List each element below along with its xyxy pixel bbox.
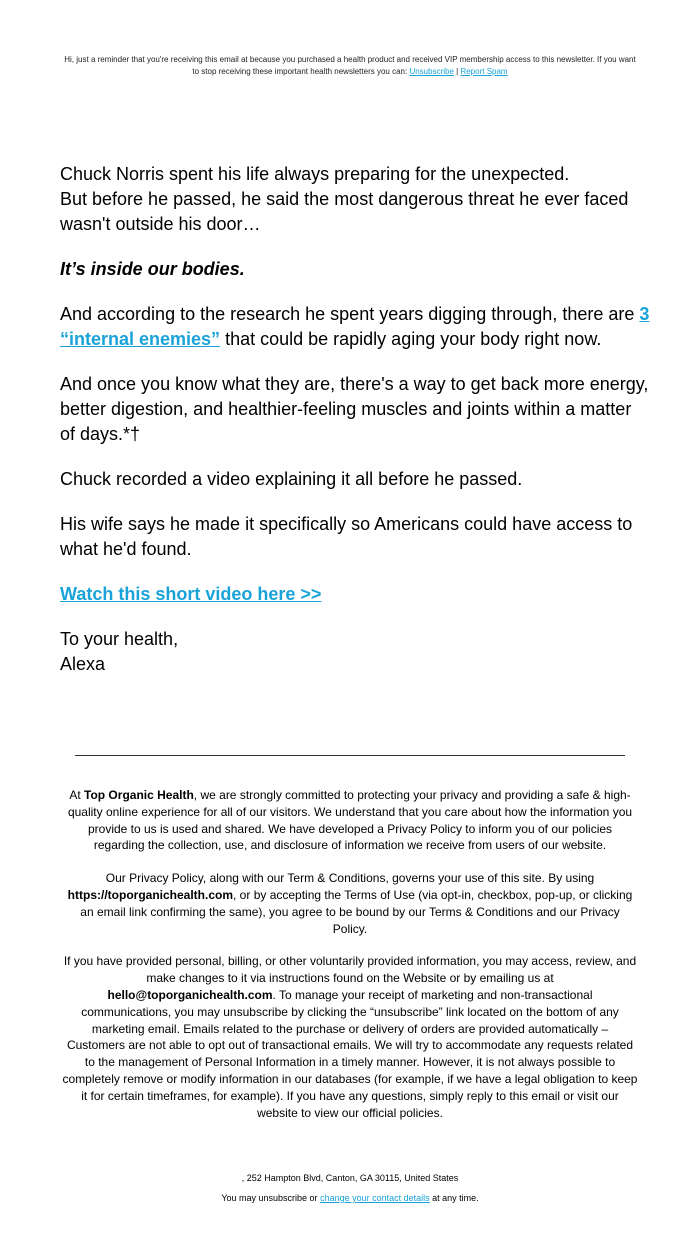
privacy-paragraph-2 (62, 870, 638, 937)
paragraph-research (60, 302, 650, 352)
mailing-address: , 252 Hampton Blvd, Canton, GA 30115, United States (241, 1173, 459, 1183)
privacy-3-post: . To manage your receipt of marketing and non-transactional communications, you may unsubscribe by clicking the “unsubscribe” link located on the bottom of any marketing email. Emails related to the purchase or delivery of orders are provided automatically – Customers are not able to opt out of transactional emails. We will try to accommodate any requests related to the management of Personal Information in a timely manner. However, it is not always possible to completely remove or modify information in our databases (for example, if we have a legal obligation to keep it for certain timeframes, for example). If you have any questions, simply reply to this email or visit our website to view our official policies. (62, 987, 638, 1120)
preheader-text: Hi, just a reminder that you're receiving this email at because you purchased a health product and received VIP membership access to this newsletter. If you want to stop receiving these important health newsletters you can: (64, 55, 636, 76)
privacy-paragraph-3 (62, 953, 638, 1121)
research-text-before: And according to the research he spent years digging through, there are (60, 304, 635, 324)
preheader (60, 54, 640, 78)
privacy-2-pre: Our Privacy Policy, along with our Term & Conditions, governs your use of this site. By using (105, 871, 595, 886)
watch-video-link[interactable]: Watch this short video here >> (60, 584, 322, 604)
privacy-paragraph-1 (62, 787, 638, 854)
privacy-1-post: , we are strongly committed to protecting your privacy and providing a safe & high-quality online experience for all of our visitors. We understand that you care about how the information you provide to us is used and shared. We have developed a Privacy Policy to inform you of our policies regarding the collection, use, and disclosure of information we receive from users of our website. (67, 788, 633, 853)
signature: Alexa (60, 654, 106, 674)
unsubscribe-link[interactable]: Unsubscribe (409, 67, 454, 76)
signoff: To your health, (60, 629, 179, 649)
footer-divider (75, 755, 625, 756)
paragraph-video: Chuck recorded a video explaining it all before he passed. (60, 469, 523, 489)
change-contact-details-link[interactable]: change your contact details (320, 1193, 430, 1203)
brand-name: Top Organic Health (84, 788, 194, 802)
contact-email: hello@toporganichealth.com (107, 987, 273, 1002)
preheader-separator: | (456, 67, 459, 76)
paragraph-cta (60, 582, 650, 607)
research-text-after: that could be rapidly aging your body right now. (225, 329, 602, 349)
privacy-1-pre: At (69, 788, 81, 802)
signoff-block (60, 627, 650, 677)
privacy-2-post: , or by accepting the Terms of Use (via opt-in, checkbox, pop-up, or clicking an email link confirming the same), you agree to be bound by our Terms & Conditions and our Privacy Policy. (80, 887, 633, 936)
paragraph-emphasis (60, 257, 650, 282)
intro-line-1: Chuck Norris spent his life always preparing for the unexpected. (60, 164, 570, 184)
intro-line-2: But before he passed, he said the most dangerous threat he ever faced wasn't outside his door… (60, 189, 629, 234)
paragraph-wife: His wife says he made it specifically so Americans could have access to what he'd found. (60, 514, 633, 559)
email-body (60, 162, 650, 697)
unsub-post: at any time. (432, 1193, 479, 1203)
paragraph-benefits: And once you know what they are, there's a way to get back more energy, better digestion, and healthier-feeling muscles and joints within a matter of days.*† (60, 374, 649, 444)
unsub-pre: You may unsubscribe or (221, 1193, 318, 1203)
report-spam-link[interactable]: Report Spam (460, 67, 508, 76)
site-url: https://toporganichealth.com (67, 887, 234, 902)
unsubscribe-line (0, 1192, 700, 1204)
internal-enemies-link[interactable]: 3 “internal enemies” (60, 304, 650, 349)
emphasis-text: It’s inside our bodies. (60, 259, 245, 279)
paragraph-intro (60, 162, 650, 237)
legal-footer (62, 787, 638, 1137)
privacy-3-pre: If you have provided personal, billing, or other voluntarily provided information, you may access, review, and make changes to it via instructions found on the Website or by emailing us at (63, 954, 637, 986)
